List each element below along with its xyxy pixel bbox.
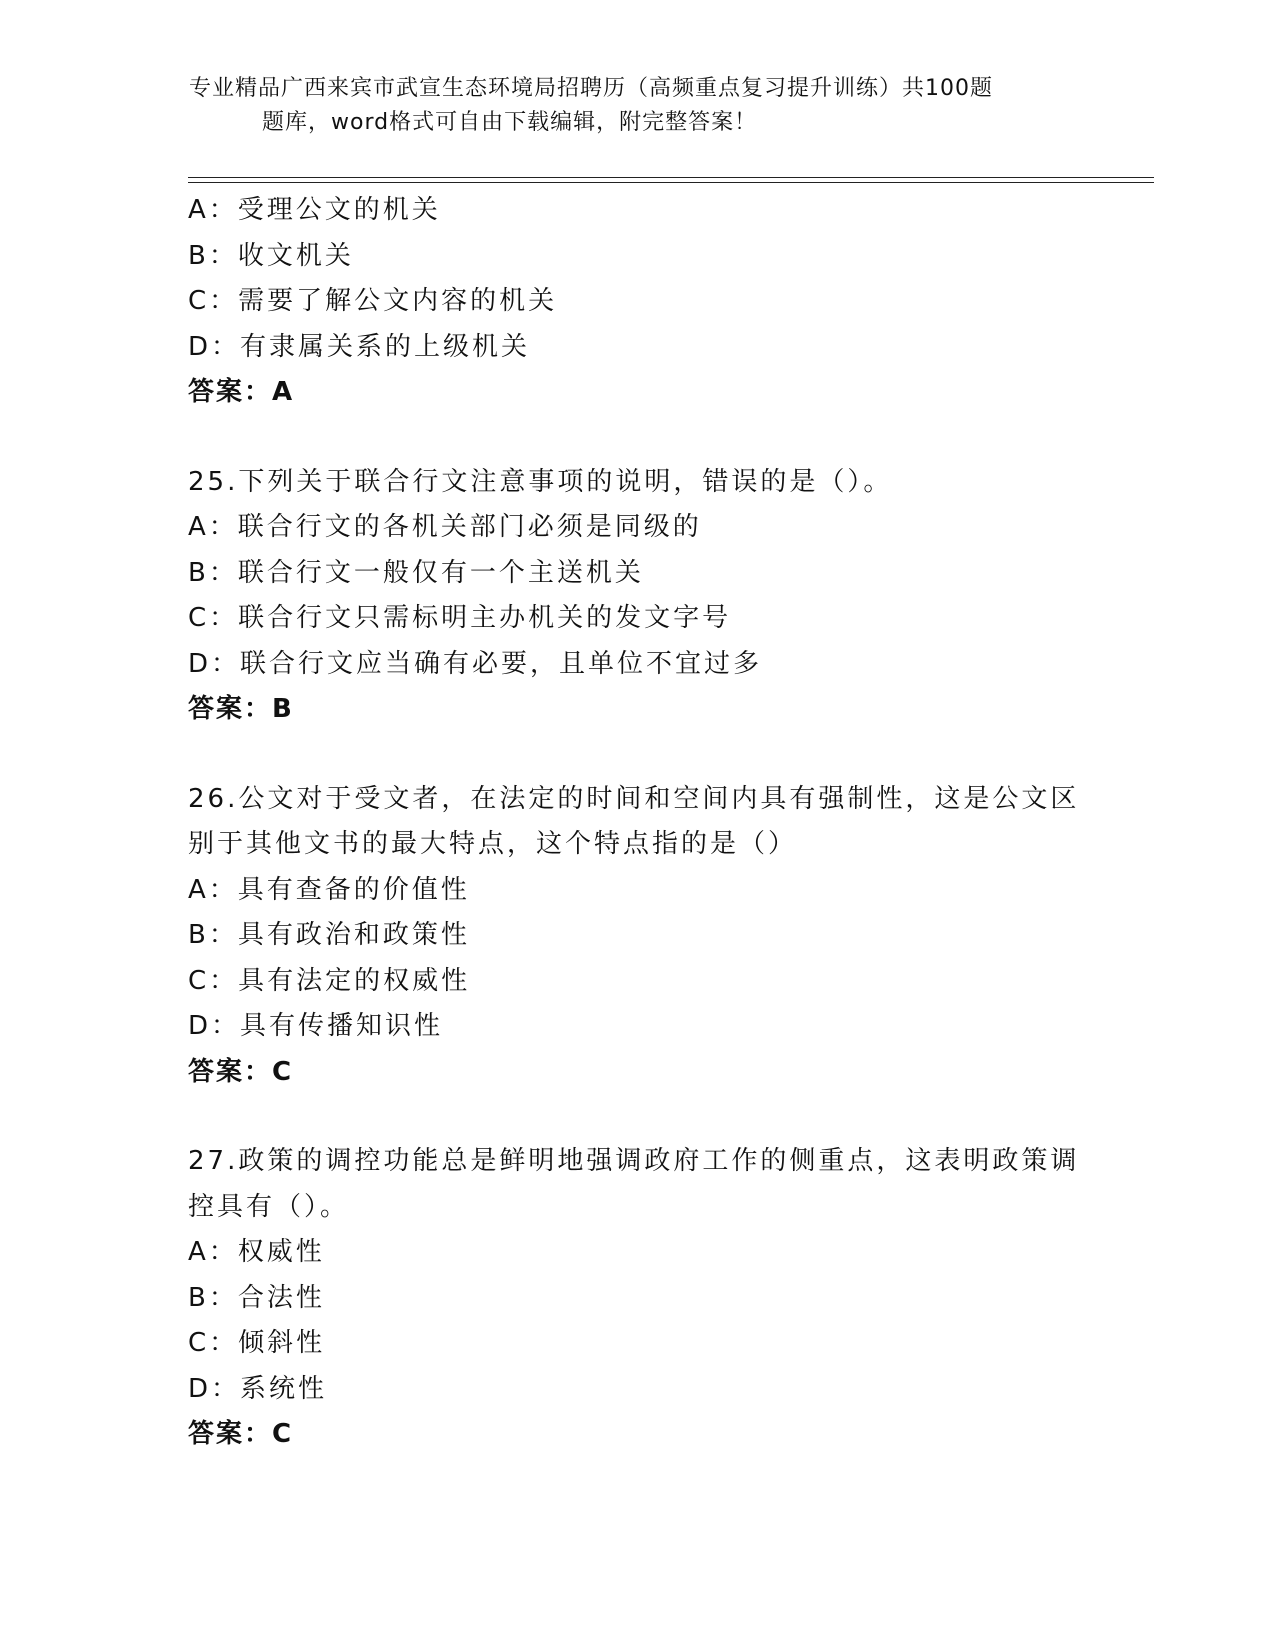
question-list [188, 188, 1088, 1458]
title-line-2: 题库，word格式可自由下载编辑，附完整答案！ [262, 110, 758, 135]
question-stem-line-2: 别于其他文书的最大特点，这个特点指的是（） [188, 829, 798, 859]
header-divider-bottom [188, 182, 1154, 183]
option-d: D：有隶属关系的上级机关 [188, 331, 531, 362]
option-d: D：具有传播知识性 [188, 1011, 444, 1041]
option-c: C：联合行文只需标明主办机关的发文字号 [188, 603, 732, 633]
option-b: B：联合行文一般仅有一个主送机关 [188, 557, 644, 588]
answer-line: 答案：C [188, 1419, 294, 1449]
option-c: C：具有法定的权威性 [188, 965, 471, 996]
title-line-1: 专业精品广西来宾市武宣生态环境局招聘历（高频重点复习提升训练）共100题 [189, 76, 993, 101]
option-a: A：权威性 [188, 1237, 325, 1267]
option-b: B：具有政治和政策性 [188, 920, 470, 950]
option-c: C：需要了解公文内容的机关 [188, 286, 558, 316]
question-block-25 [188, 460, 1088, 733]
question-block-24 [188, 188, 1088, 416]
option-d: D：联合行文应当确有必要，且单位不宜过多 [188, 648, 763, 679]
question-stem: 25.下列关于联合行文注意事项的说明，错误的是（）。 [188, 466, 893, 497]
question-stem-line-1: 27.政策的调控功能总是鲜明地强调政府工作的侧重点，这表明政策调 [188, 1146, 1080, 1176]
question-stem-line-2: 控具有（）。 [188, 1191, 350, 1222]
question-stem-line-1: 26.公文对于受文者，在法定的时间和空间内具有强制性，这是公文区 [188, 783, 1080, 814]
option-a: A：联合行文的各机关部门必须是同级的 [188, 512, 702, 542]
answer-line: 答案：C [188, 1056, 294, 1087]
spacer [188, 733, 1088, 777]
option-d: D：系统性 [188, 1373, 328, 1404]
answer-line: 答案：A [188, 377, 295, 407]
option-a: A：具有查备的价值性 [188, 874, 470, 905]
option-a: A：受理公文的机关 [188, 195, 441, 225]
header-divider-top [188, 177, 1154, 178]
option-b: B：收文机关 [188, 240, 354, 271]
spacer [188, 1095, 1088, 1139]
spacer [188, 416, 1088, 460]
question-block-27 [188, 1139, 1088, 1458]
option-b: B：合法性 [188, 1282, 325, 1313]
answer-line: 答案：B [188, 694, 294, 724]
option-c: C：倾斜性 [188, 1328, 326, 1358]
question-block-26 [188, 777, 1088, 1096]
